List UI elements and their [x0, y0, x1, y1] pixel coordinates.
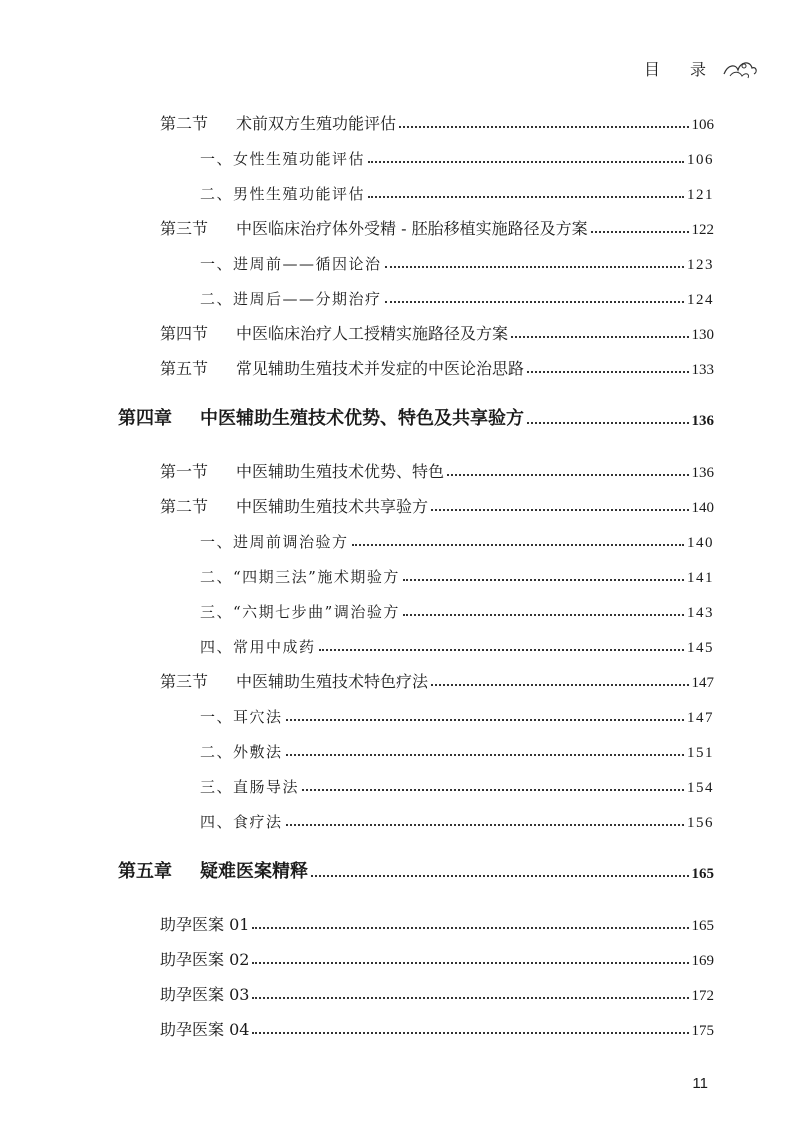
leader-dots	[302, 789, 684, 791]
toc-entry-case[interactable]: 助孕医案 02 169	[160, 950, 714, 969]
running-header	[644, 52, 760, 84]
leader-dots	[447, 474, 688, 476]
leader-dots	[286, 754, 684, 756]
leader-dots	[431, 509, 688, 511]
leader-dots	[399, 126, 688, 128]
leader-dots	[352, 544, 684, 546]
leader-dots	[368, 161, 684, 163]
toc-entry-subsection[interactable]: 三、“六期七步曲”调治验方 143	[200, 603, 714, 621]
toc-entry-case[interactable]: 助孕医案 04 175	[160, 1020, 714, 1039]
toc-entry-section[interactable]: 第二节 术前双方生殖功能评估 106	[160, 114, 714, 133]
header-title: 目 录	[643, 59, 708, 79]
toc-entry-section[interactable]: 第三节 中医临床治疗体外受精 - 胚胎移植实施路径及方案 122	[160, 219, 714, 238]
toc-entry-subsection[interactable]: 一、女性生殖功能评估 106	[200, 150, 714, 168]
toc-entry-subsection[interactable]: 一、进周前——循因论治 123	[200, 255, 714, 273]
toc-entry-subsection[interactable]: 二、“四期三法”施术期验方 141	[200, 568, 714, 586]
toc-entry-subsection[interactable]: 二、男性生殖功能评估 121	[200, 185, 714, 203]
toc-entry-section[interactable]: 第二节 中医辅助生殖技术共享验方 140	[160, 497, 714, 516]
leader-dots	[403, 579, 684, 581]
leader-dots	[527, 371, 688, 373]
leader-dots	[403, 614, 684, 616]
toc-entry-subsection[interactable]: 四、食疗法 156	[200, 813, 714, 831]
leader-dots	[286, 824, 684, 826]
toc-entry-subsection[interactable]: 二、进周后——分期治疗 124	[200, 290, 714, 308]
leader-dots	[252, 927, 688, 929]
leader-dots	[527, 422, 689, 424]
leader-dots	[511, 336, 688, 338]
toc-entry-subsection[interactable]: 四、常用中成药 145	[200, 638, 714, 656]
toc-entry-subsection[interactable]: 三、直肠导法 154	[200, 778, 714, 796]
leader-dots	[252, 1032, 688, 1034]
toc-entry-subsection[interactable]: 一、耳穴法 147	[200, 708, 714, 726]
toc-entry-chapter[interactable]: 第五章 疑难医案精释 165	[118, 861, 714, 882]
page-number: 11	[692, 1075, 708, 1092]
leader-dots	[591, 231, 689, 233]
leader-dots	[286, 719, 684, 721]
leader-dots	[252, 997, 688, 999]
toc-entry-section[interactable]: 第一节 中医辅助生殖技术优势、特色 136	[160, 462, 714, 481]
toc-entry-chapter[interactable]: 第四章 中医辅助生殖技术优势、特色及共享验方 136	[118, 408, 714, 429]
toc-entry-subsection[interactable]: 二、外敷法 151	[200, 743, 714, 761]
toc-entry-subsection[interactable]: 一、进周前调治验方 140	[200, 533, 714, 551]
leader-dots	[431, 684, 688, 686]
leader-dots	[368, 196, 684, 198]
leader-dots	[252, 962, 688, 964]
toc-entry-section[interactable]: 第四节 中医临床治疗人工授精实施路径及方案 130	[160, 324, 714, 343]
toc-entry-case[interactable]: 助孕医案 01 165	[160, 915, 714, 934]
toc-entry-section[interactable]: 第五节 常见辅助生殖技术并发症的中医论治思路 133	[160, 359, 714, 378]
leader-dots	[385, 266, 684, 268]
cloud-ornament-icon	[720, 54, 760, 82]
toc-entry-section[interactable]: 第三节 中医辅助生殖技术特色疗法 147	[160, 672, 714, 691]
leader-dots	[311, 875, 689, 877]
leader-dots	[385, 301, 684, 303]
toc-entry-case[interactable]: 助孕医案 03 172	[160, 985, 714, 1004]
leader-dots	[319, 649, 684, 651]
